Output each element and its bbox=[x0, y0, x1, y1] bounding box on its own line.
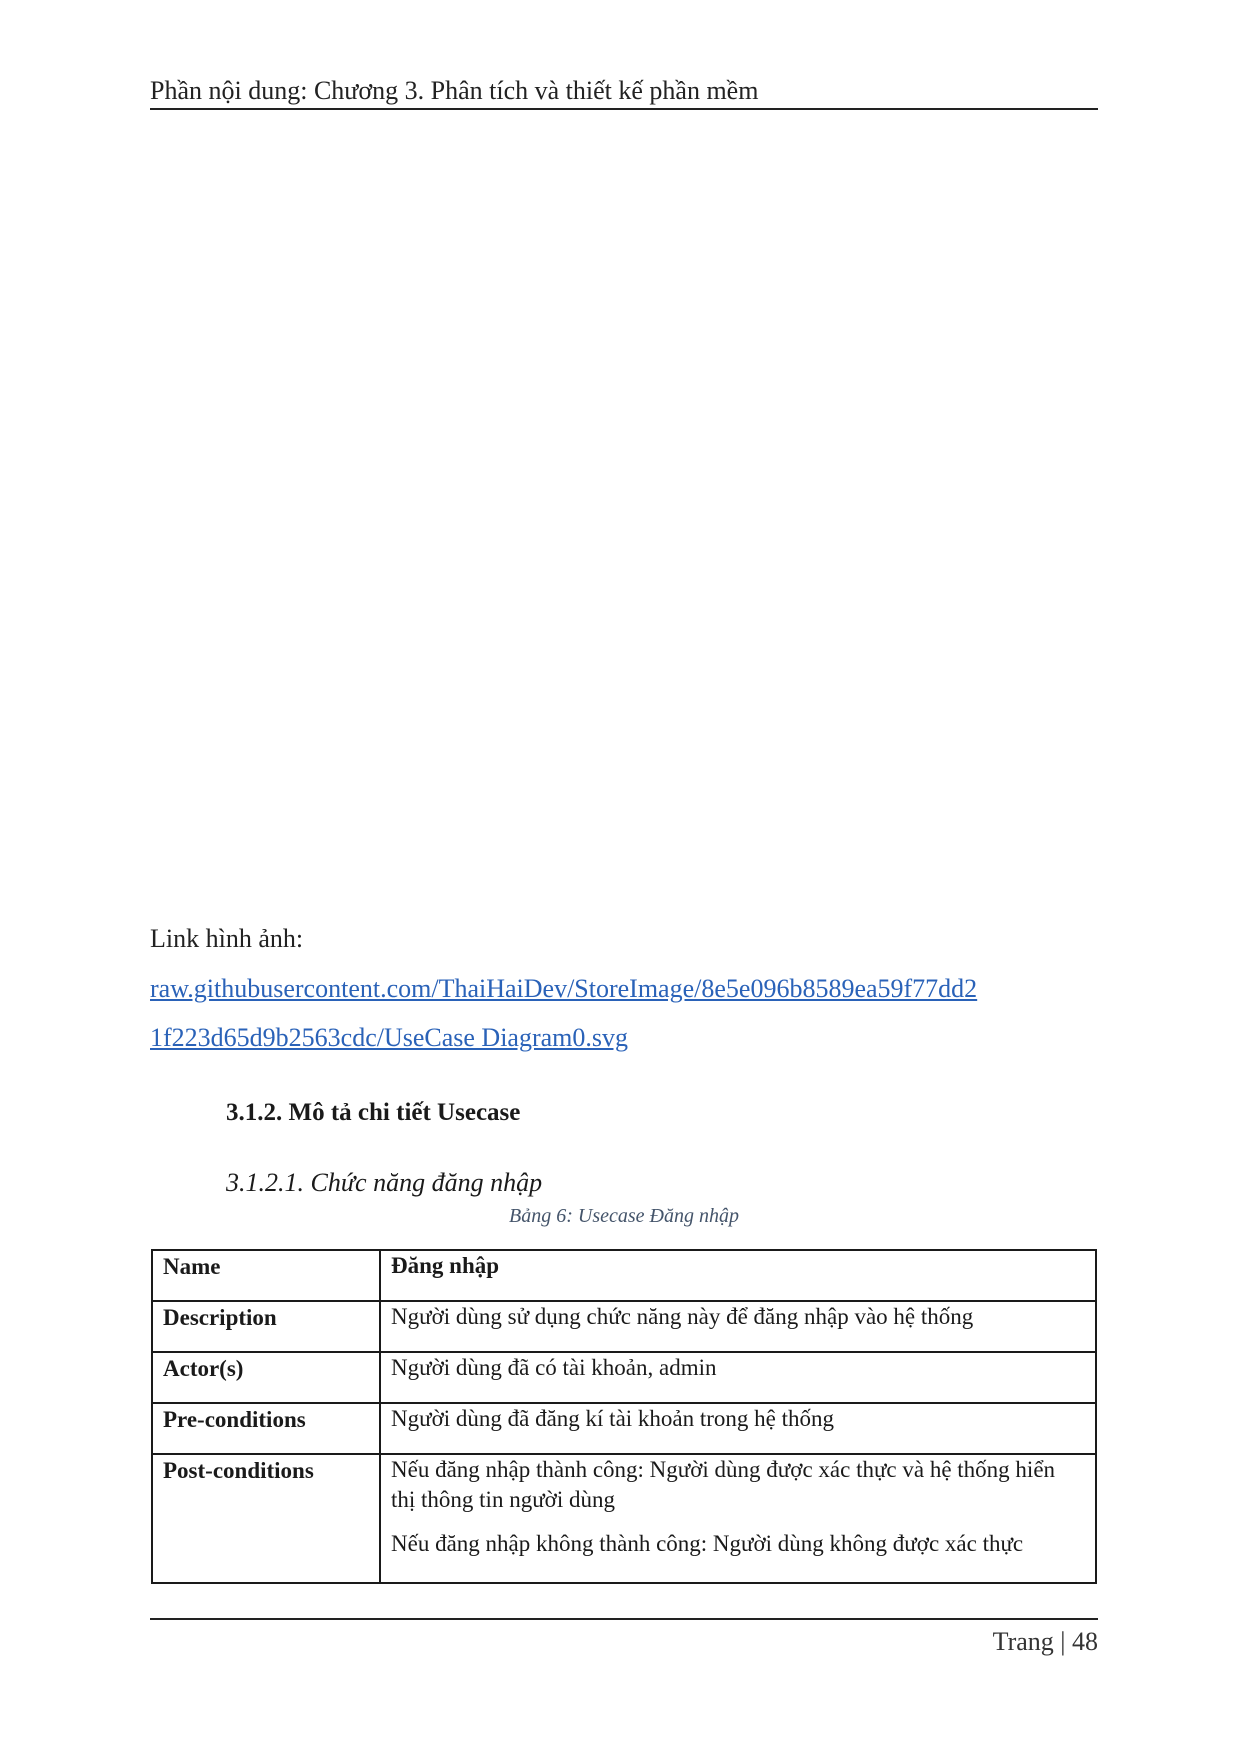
table-cell-key: Actor(s) bbox=[152, 1352, 380, 1403]
table-cell-key: Name bbox=[152, 1250, 380, 1301]
footer-divider bbox=[150, 1618, 1098, 1620]
table-cell-text: Người dùng sử dụng chức năng này để đăng nhập vào hệ thống bbox=[391, 1304, 974, 1329]
table-cell-text: Người dùng đã đăng kí tài khoản trong hệ thống bbox=[391, 1406, 835, 1431]
table-cell-text: Người dùng đã có tài khoản, admin bbox=[391, 1355, 717, 1380]
table-row bbox=[152, 1250, 1096, 1301]
table-cell-value bbox=[380, 1352, 1096, 1403]
image-link-line-2[interactable]: 1f223d65d9b2563cdc/UseCase Diagram0.svg bbox=[150, 1023, 629, 1052]
page-header-title: Phần nội dung: Chương 3. Phân tích và thiết kế phần mềm bbox=[150, 76, 759, 105]
table-cell-value bbox=[380, 1454, 1096, 1583]
table-row bbox=[152, 1301, 1096, 1352]
table-cell-key: Pre-conditions bbox=[152, 1403, 380, 1454]
table-cell-key: Description bbox=[152, 1301, 380, 1352]
usecase-table bbox=[151, 1249, 1097, 1584]
table-cell-key: Post-conditions bbox=[152, 1454, 380, 1583]
table-cell-value bbox=[380, 1403, 1096, 1454]
page-number: Trang | 48 bbox=[992, 1627, 1098, 1656]
table-cell-text-secondary: Nếu đăng nhập không thành công: Người dùng không được xác thực bbox=[391, 1531, 1024, 1556]
table-cell-value bbox=[380, 1250, 1096, 1301]
section-heading: 3.1.2. Mô tả chi tiết Usecase bbox=[226, 1099, 521, 1126]
table-row bbox=[152, 1454, 1096, 1583]
image-link-label: Link hình ảnh: bbox=[150, 924, 304, 953]
table-caption: Bảng 6: Usecase Đăng nhập bbox=[509, 1205, 739, 1227]
table-row bbox=[152, 1403, 1096, 1454]
image-link-line-1[interactable]: raw.githubusercontent.com/ThaiHaiDev/StoreImage/8e5e096b8589ea59f77dd2 bbox=[150, 974, 978, 1003]
subsection-heading: 3.1.2.1. Chức năng đăng nhập bbox=[226, 1168, 543, 1197]
table-cell-text: Nếu đăng nhập thành công: Người dùng được xác thực và hệ thống hiển thị thông tin người dùng bbox=[391, 1457, 1056, 1512]
header-divider bbox=[150, 108, 1098, 110]
table-cell-text: Đăng nhập bbox=[391, 1253, 500, 1278]
table-cell-value bbox=[380, 1301, 1096, 1352]
table-row bbox=[152, 1352, 1096, 1403]
